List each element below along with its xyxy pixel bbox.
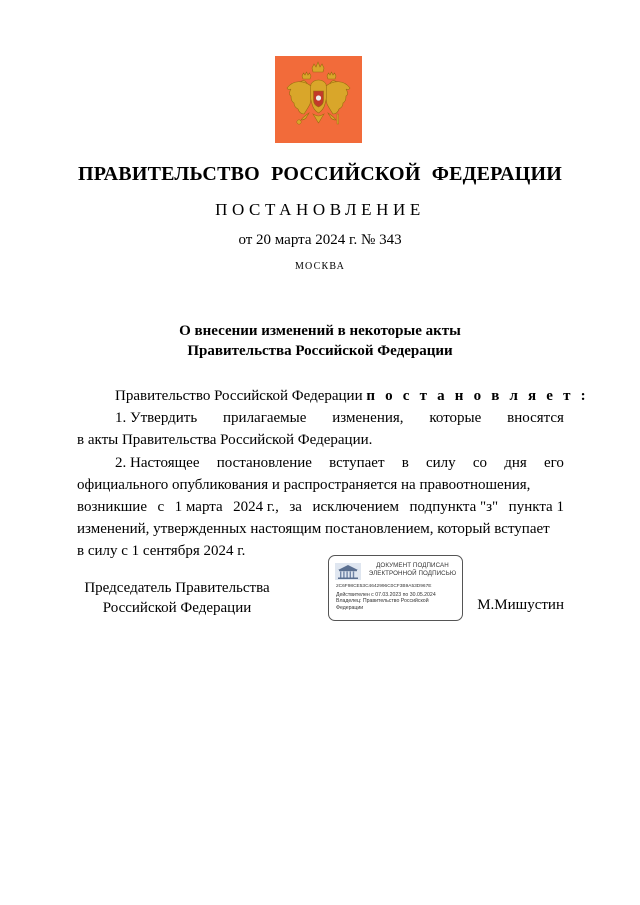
stamp-owner-line-2: Федерации	[336, 604, 364, 611]
signer-position-line-2: Российской Федерации	[102, 600, 252, 616]
document-city: МОСКВА	[294, 261, 346, 272]
document-subject	[0, 321, 640, 361]
document-type: ПОСТАНОВЛЕНИЕ	[215, 200, 425, 219]
stamp-title-line-2: ЭЛЕКТРОННОЙ ПОДПИСЬЮ	[368, 570, 457, 577]
item-2-line-3	[77, 496, 564, 518]
item-2-word: постановление	[216, 454, 312, 471]
stamp-details	[336, 592, 436, 611]
item-1-word: которые	[429, 410, 482, 427]
item-2-line-5: в силу с 1 сентября 2024 г.	[77, 543, 246, 560]
item-1-line-2: в акты Правительства Российской Федерации.	[77, 432, 373, 449]
item-2-word: 2024 г.,	[233, 499, 279, 516]
double-headed-eagle-icon	[275, 56, 362, 143]
item-2-line-1	[77, 452, 564, 474]
stamp-title-line-1: ДОКУМЕНТ ПОДПИСАН	[376, 562, 449, 569]
item-2-line-2: официального опубликования и распространяется на правоотношения,	[77, 476, 531, 493]
subject-line-2: Правительства Российской Федерации	[187, 343, 453, 359]
stamp-title	[365, 562, 460, 578]
item-1-line-1	[77, 407, 564, 429]
signer-name: М.Мишустин	[477, 597, 564, 613]
coat-of-arms-emblem	[275, 56, 362, 143]
item-1-word: 1. Утвердить	[115, 410, 198, 427]
electronic-signature-stamp	[328, 555, 463, 621]
signer-position-line-1: Председатель Правительства	[84, 580, 270, 596]
item-2-word: дня	[504, 454, 527, 471]
item-2-line-4: изменений, утвержденных настоящим постановлением, который вступает	[77, 521, 550, 538]
item-2-word: пункта 1	[508, 499, 564, 516]
item-2-word: с	[157, 499, 165, 516]
signer-position	[77, 578, 277, 618]
stamp-owner-line-1: Владелец: Правительство Российской	[336, 598, 429, 605]
preamble-text: Правительство Российской Федерации	[115, 388, 363, 404]
item-2-word: 2. Настоящее	[115, 454, 200, 471]
preamble	[77, 385, 589, 407]
item-2-word: его	[543, 454, 564, 471]
document-date-number: от 20 марта 2024 г. № 343	[238, 232, 402, 248]
item-1-word: вносятся	[507, 410, 564, 427]
government-title: ПРАВИТЕЛЬСТВО РОССИЙСКОЙ ФЕДЕРАЦИИ	[78, 163, 562, 185]
item-2-word: в	[401, 454, 409, 471]
item-2-word: силу	[426, 454, 456, 471]
document-body	[77, 385, 589, 563]
item-2-word: за	[289, 499, 302, 516]
item-1-word: изменения,	[332, 410, 404, 427]
item-2-word: вступает	[329, 454, 385, 471]
stamp-certificate-number: 2C6F98CE53C4642996C0CF3B9A53D967E	[336, 584, 432, 589]
item-2-word: со	[472, 454, 488, 471]
item-1-word: прилагаемые	[223, 410, 307, 427]
item-2-word: 1 марта	[174, 499, 223, 516]
stamp-validity: Действителен с 07.03.2023 по 30.05.2024	[336, 592, 436, 598]
item-2-word: исключением	[312, 499, 399, 516]
subject-line-1: О внесении изменений в некоторые акты	[179, 323, 461, 339]
item-2-word: возникшие	[77, 499, 147, 516]
preamble-verb: п о с т а н о в л я е т :	[366, 388, 589, 404]
item-2-word: подпункта "з"	[409, 499, 499, 516]
government-building-icon	[335, 563, 361, 580]
